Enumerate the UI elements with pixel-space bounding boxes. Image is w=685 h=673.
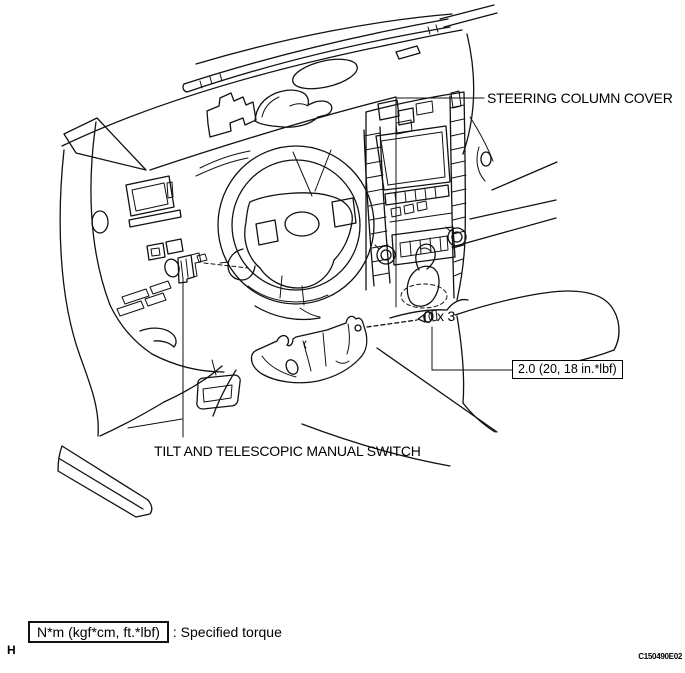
bolt-count-label: x 3 [437, 308, 456, 324]
steering-cover-leader [396, 98, 484, 307]
torque-leader [432, 327, 512, 370]
horn-emblem [285, 212, 319, 236]
climate-knob-left [377, 246, 395, 264]
torque-legend [28, 621, 282, 643]
page-marker: H [7, 643, 16, 657]
wheel-hub [245, 193, 353, 288]
screw-hole [355, 325, 361, 331]
dash-sensor-rect [396, 46, 420, 59]
tilt-switch-label: TILT AND TELESCOPIC MANUAL SWITCH [154, 443, 421, 459]
torque-spec-box: 2.0 (20, 18 in.*lbf) [512, 360, 623, 379]
center-stack-art [364, 91, 466, 300]
figure-code: C150490E02 [638, 652, 682, 661]
a-pillar-art [60, 122, 152, 436]
windshield-art [183, 5, 497, 92]
column-stalk [228, 249, 255, 280]
steering-column-cover-art [251, 316, 366, 382]
tweeter-circle [92, 211, 108, 233]
passenger-dash-art [452, 34, 557, 247]
cluster-hood-cutout [207, 93, 256, 137]
torque-legend-symbol-box: N*m (kgf*cm, ft.*lbf) [28, 621, 169, 643]
climate-panel [392, 227, 455, 265]
bolt-art [367, 310, 437, 327]
torque-legend-meaning: : Specified torque [172, 624, 282, 640]
steering-wheel-art [218, 146, 374, 320]
steering-column-cover-label: STEERING COLUMN COVER [487, 90, 673, 106]
cluster-hood [255, 90, 332, 127]
dash-speaker-oval [290, 54, 360, 94]
left-dash-art [92, 176, 224, 436]
door-sill-art [58, 419, 182, 517]
